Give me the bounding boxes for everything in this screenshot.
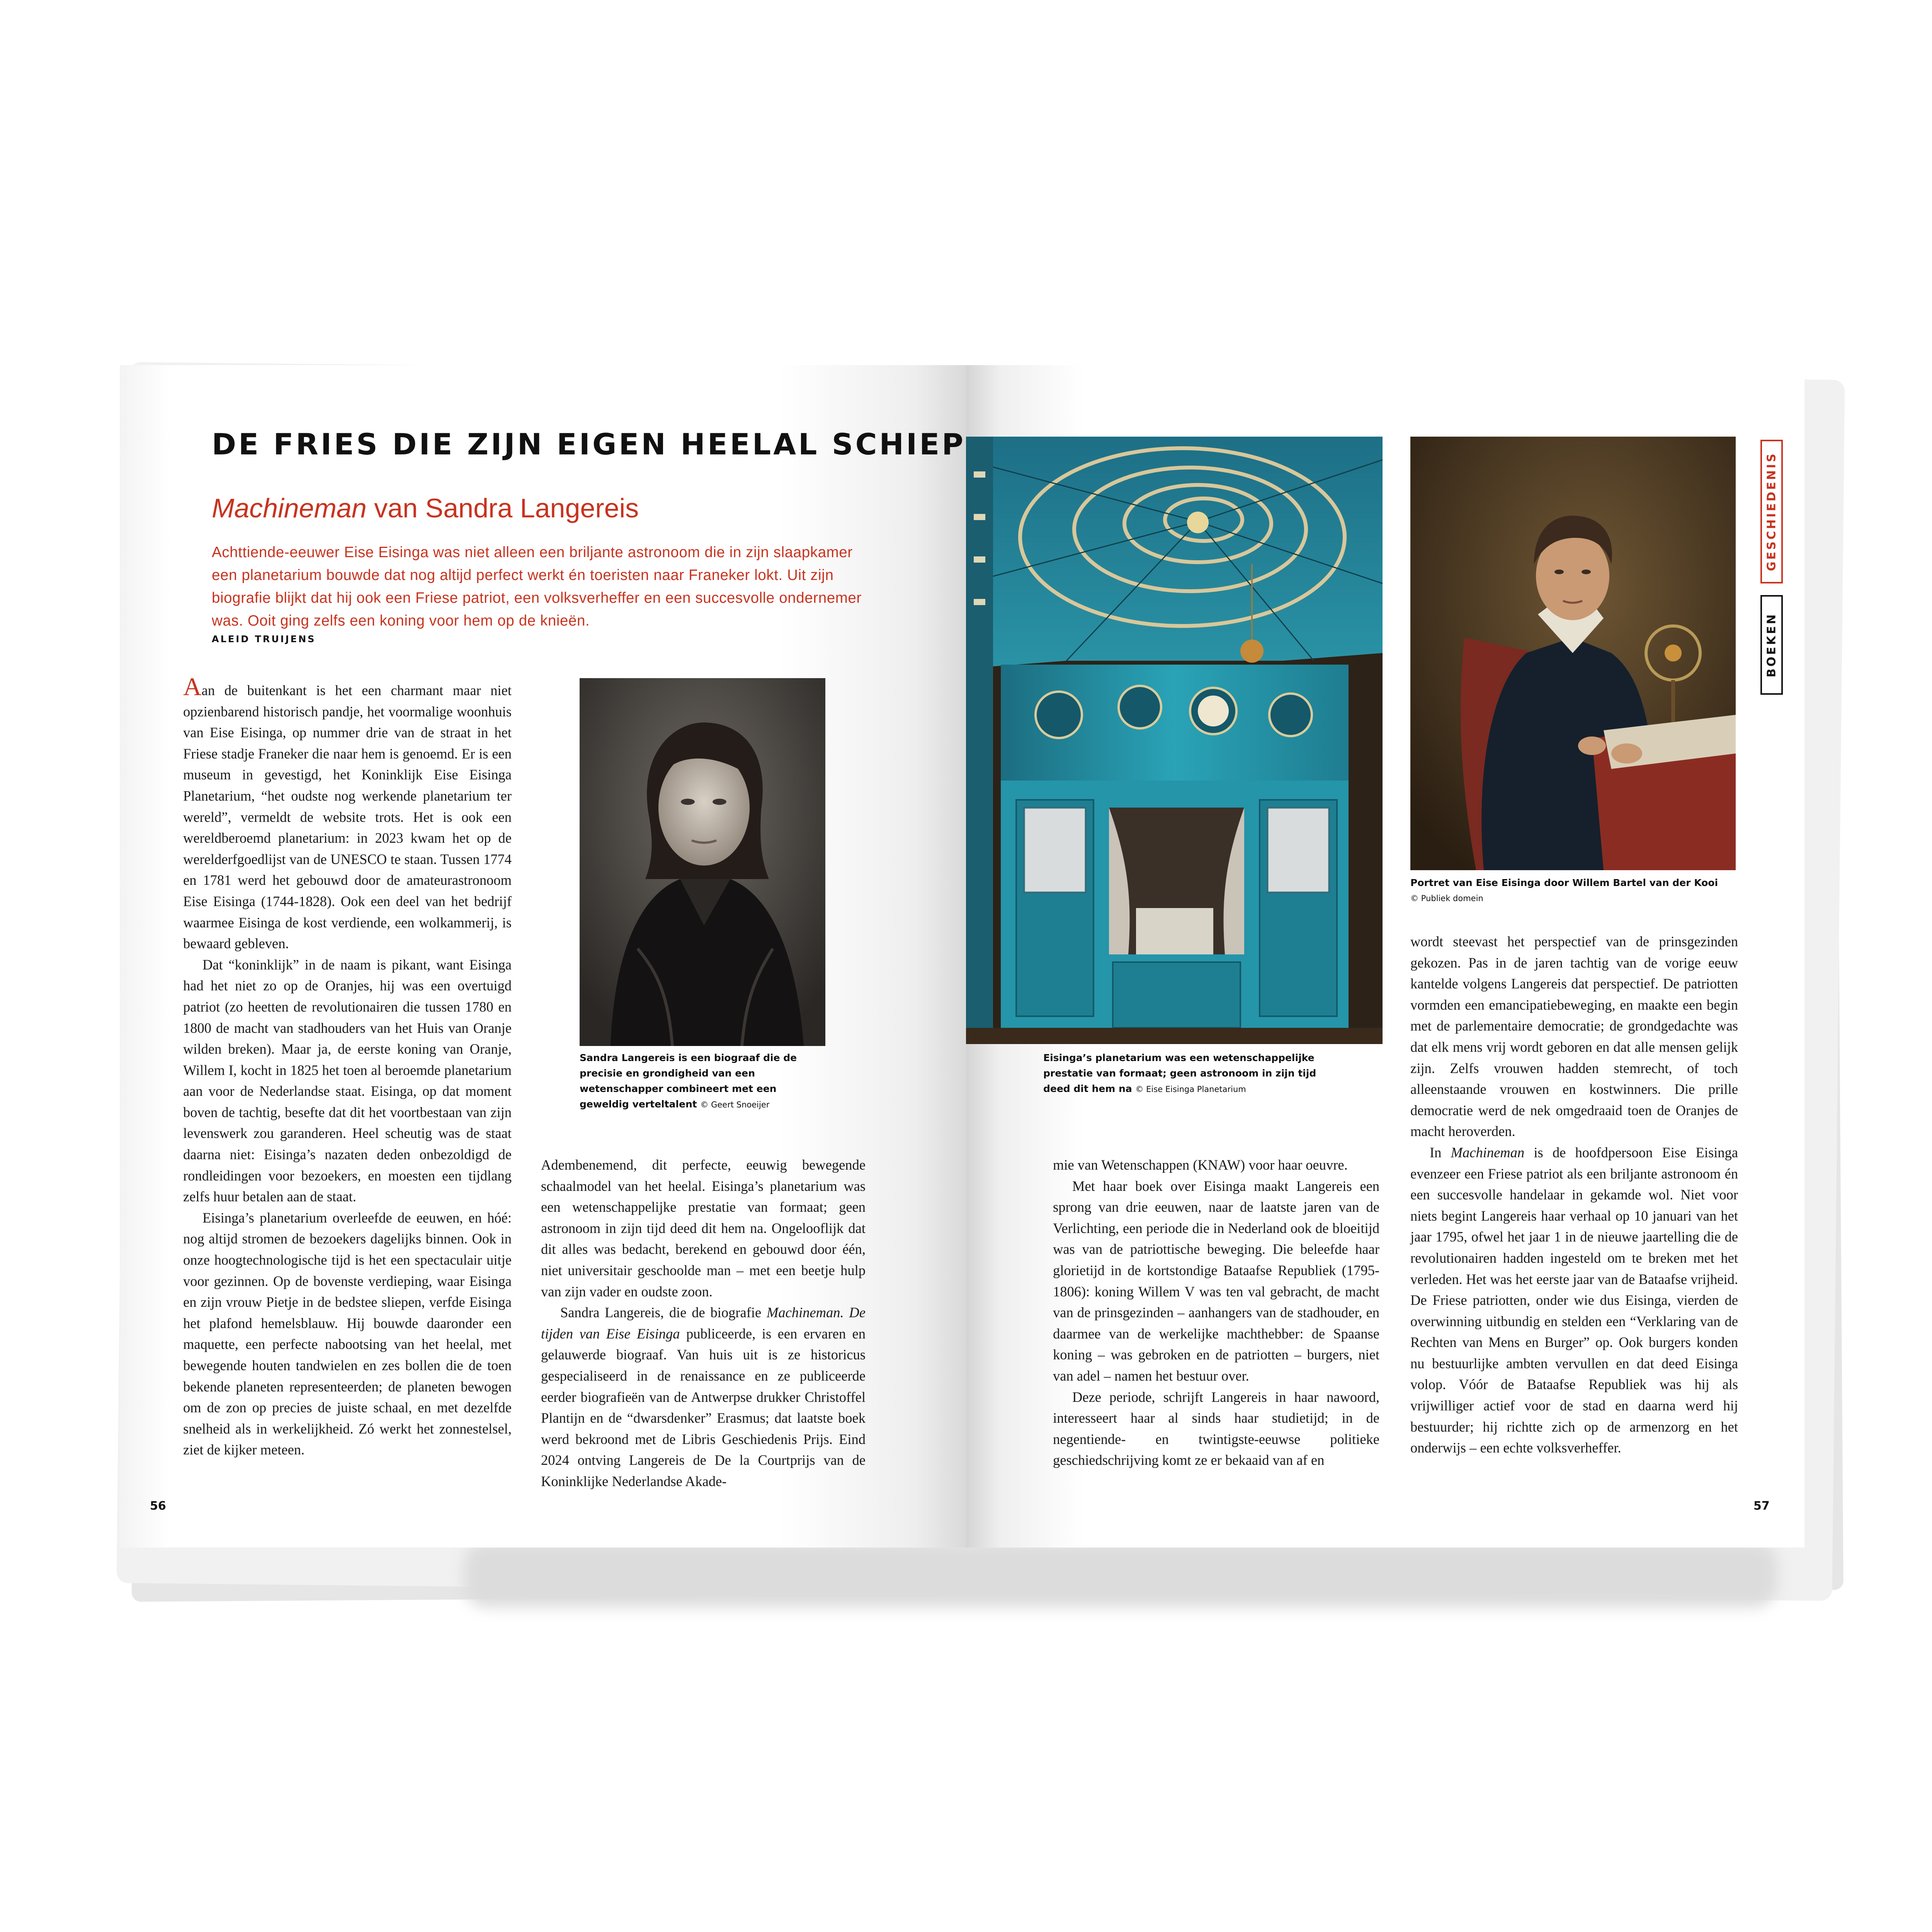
paragraph-text: publiceerde, is een ervaren en gelauwerde biograaf. Van huis uit is ze historicus gespecialiseerd in de renaissance en ze publiceerde eerder biografieën van de Antwerpse drukker Christoffel Plantijn en de “dwarsdenker” Erasmus; dat laatste boek werd bekroond met de Libris Geschiedenis Prijs. Eind 2024 ontving Langereis de De la Courtprijs van de Koninklijke Nederlandse Akade-: [541, 1325, 866, 1489]
photo-credit: © Publiek domein: [1410, 894, 1483, 903]
caption-text: Eisinga’s planetarium was een wetenschappelijke prestatie van formaat; geen astronoom in zijn tijd deed dit hem na: [1043, 1052, 1316, 1094]
drop-cap: A: [183, 673, 202, 701]
paragraph: Met haar boek over Eisinga maakt Langereis een sprong van drie eeuwen, naar de laatste jaren van de Verlichting, een periode die in Nederland ook de bloeitijd was van de patriottische beweging. Die beleefde haar glorietijd in de kortstondige Bataafse Republiek (1795-1806): koning Willem V was ten val gebracht, de macht van de prinsgezinden – aanhangers van de stadhouder, en daarmee van de werkelijke machthebber: de Spaanse koning – was gebroken en de patriotten – burgers, niet van adel – namen het bestuur over.: [1053, 1178, 1379, 1384]
planetarium-photo: [966, 437, 1383, 1044]
paragraph: [183, 673, 512, 954]
photo-credit: © Geert Snoeijer: [700, 1100, 770, 1109]
portrait-caption: [1410, 875, 1750, 906]
book-title: Machineman: [212, 493, 367, 523]
section-tag-category: BOEKEN: [1760, 595, 1783, 695]
photo-credit: © Eise Eisinga Planetarium: [1135, 1085, 1246, 1094]
book-author: van Sandra Langereis: [366, 493, 639, 523]
eisinga-portrait: [1410, 437, 1736, 870]
eisinga-portrait-image: [1410, 437, 1736, 870]
paragraph: [1410, 1142, 1738, 1459]
section-tag-genre: GESCHIEDENIS: [1760, 440, 1783, 583]
article-subtitle: [212, 493, 639, 524]
paragraph-text: Sandra Langereis, die de biografie: [560, 1304, 767, 1321]
caption-text: Portret van Eise Eisinga door Willem Bartel van der Kooi: [1410, 877, 1718, 888]
article-lead: Achttiende-eeuwer Eise Eisinga was niet alleen een briljante astronoom die in zijn slaapkamer een planetarium bouwde dat nog altijd perfect werkt én toeristen naar Franeker lokt. Uit zijn biografie blijkt dat hij ook een Friese patriot, een volksverheffer en een succesvolle ondernemer was. Ooit ging zelfs een koning voor hem op de knieën.: [212, 544, 862, 629]
paragraph-text: an de buitenkant is het een charmant maar niet opzienbarend historisch pandje, het voormalige woonhuis van Eise Eisinga, op nummer drie van de straat in het Friese stadje Franeker die naar hem is genoemd. Er is een museum in gevestigd, het Koninklijk Eise Eisinga Planetarium, “het oudste nog werkende planetarium ter wereld”, vermeldt de website trots. Het is ook een wereldberoemd planetarium: in 2023 kwam het op de werelderfgoedlijst van de UNESCO te staan. Tussen 1774 en 1781 werd het gebouwd door de amateurastronoom Eise Eisinga (1744-1828). Ook een deel van het bedrijf waarmee Eisinga de kost verdiende, een wolkammerij, is bewaard gebleven.: [183, 682, 512, 952]
paragraph: Eisinga’s planetarium overleefde de eeuwen, en hóé: nog altijd stromen de bezoekers dagelijks binnen. Ook in onze hoogtechnologische tijd is het een spectaculair uitje voor gezinnen. Op de bovenste verdieping, waar Eisinga en zijn vrouw Pietje in de bedstee sliepen, verfde Eisinga het plafond hemelsblauw. Hij bouwde daaronder een maquette, een perfecte nabootsing van het heelal, met bewegende houten tandwielen en zes bollen die de toen bekende planeten representeerden; de planeten bewogen om de zon op precies de juiste schaal, en met dezelfde snelheid als in werkelijkheid. Zó werkt het zonnestelsel, ziet de kijker meteen.: [183, 1209, 512, 1458]
paragraph: Deze periode, schrijft Langereis in haar nawoord, interesseert haar al sinds haar studietijd; in de negentiende- en twintigste-eeuwse politieke geschiedschrijving komt ze er bekaaid van af en: [1053, 1389, 1379, 1468]
author-photo: [580, 678, 825, 1046]
body-column-2: [541, 1155, 866, 1492]
paragraph-text: is de hoofdpersoon Eise Eisinga evenzeer een Friese patriot als een briljante astronoom én een succesvolle handelaar in gekamde wol. Niet voor niets begint Langereis haar verhaal op 10 januari van het jaar 1795, ofwel het jaar 1 in de nieuwe jaartelling die de revolutionairen hadden ingesteld om te breken met het verleden. Het was het eerste jaar van de Bataafse vrijheid. De Friese patriotten, onder wie dus Eisinga, vierden de overwinning uitbundig en stelden een “Verklaring van de Rechten van Mens en Burger” op. Ook burgers konden nu bestuurlijke ambten vervullen en dat deed Eisinga volop. Vóór de Bataafse Republiek was hij als vrijwilliger actief voor de stad en daarna werd hij bestuurder; hij richtte zich op de armenzorg en het onderwijs – een echte volksverheffer.: [1410, 1144, 1738, 1456]
caption-text: Sandra Langereis is een biograaf die de precisie en grondigheid van een wetenschapper combineert met een geweldig verteltalent: [580, 1052, 797, 1110]
body-column-3: [1053, 1155, 1379, 1471]
paragraph: Adembenemend, dit perfecte, eeuwig bewegende schaalmodel van het heelal. Eisinga’s planetarium was een wetenschappelijke prestatie van formaat; geen astronoom in zijn tijd deed dit hem na. Ongelooflijk dat dit alles was bedacht, berekend en gebouwd door één, niet universitair geschoolde man – met een beetje hulp van zijn vader en oudste zoon.: [541, 1157, 866, 1299]
body-column-1: [183, 673, 512, 1461]
paragraph: mie van Wetenschappen (KNAW) voor haar oeuvre.: [1053, 1157, 1348, 1173]
planetarium-image: [966, 437, 1383, 1044]
floor-shadow: [464, 1542, 1777, 1607]
book-title-inline: Machineman. De tijden van Eise Eisinga: [541, 1304, 866, 1342]
author-photo-caption: [580, 1050, 827, 1112]
article-title: DE FRIES DIE ZIJN EIGEN HEELAL SCHIEP: [212, 427, 966, 461]
paragraph: [541, 1302, 866, 1492]
article-author: ALEID TRUIJENS: [212, 634, 316, 645]
page-number-left: 56: [150, 1499, 166, 1513]
page-number-right: 57: [1753, 1499, 1770, 1513]
paragraph: Dat “koninklijk” in de naam is pikant, want Eisinga had het niet zo op de Oranjes, hij was een overtuigd patriot (zo heetten de revolutionairen die tussen 1780 en 1800 de macht van stadhouders van het Huis van Oranje wilden breken). Maar ja, de eerste koning van Oranje, Willem I, kocht in 1825 het toen al beroemde planetarium aan voor de Nederlandse staat. Eisinga, op dat moment boven de tachtig, besefte dat dit het voortbestaan van zijn levenswerk zou garanderen. Heel scheutig was de staat daarna niet: Eisinga’s nazaten deden onbezoldigd de rondleidingen voor bezoekers, en moesten een tijdlang zelfs huur betalen aan de staat.: [183, 956, 512, 1205]
paragraph: wordt steevast het perspectief van de prinsgezinden gekozen. Pas in de jaren tachtig van de vorige eeuw kantelde volgens Langereis dat perspectief. De patriotten vormden een emancipatiebeweging, en maakte een begin met de parlementaire democratie; de grondgedachte was dat elk mens vrij wordt geboren en dat alle mensen gelijk zijn. Zelfs vrouwen hadden stemrecht, of toch alleenstaande vrouwen en kostwinners. Die prille democratie werd de nek omgedraaid toen de Oranjes de macht heroverden.: [1410, 934, 1738, 1139]
body-column-4: [1410, 931, 1738, 1459]
planetarium-photo-caption: [1043, 1050, 1345, 1097]
portrait-langereis-image: [580, 678, 825, 1046]
book-title-inline: Machineman: [1451, 1144, 1525, 1160]
paragraph-text: In: [1430, 1144, 1451, 1160]
